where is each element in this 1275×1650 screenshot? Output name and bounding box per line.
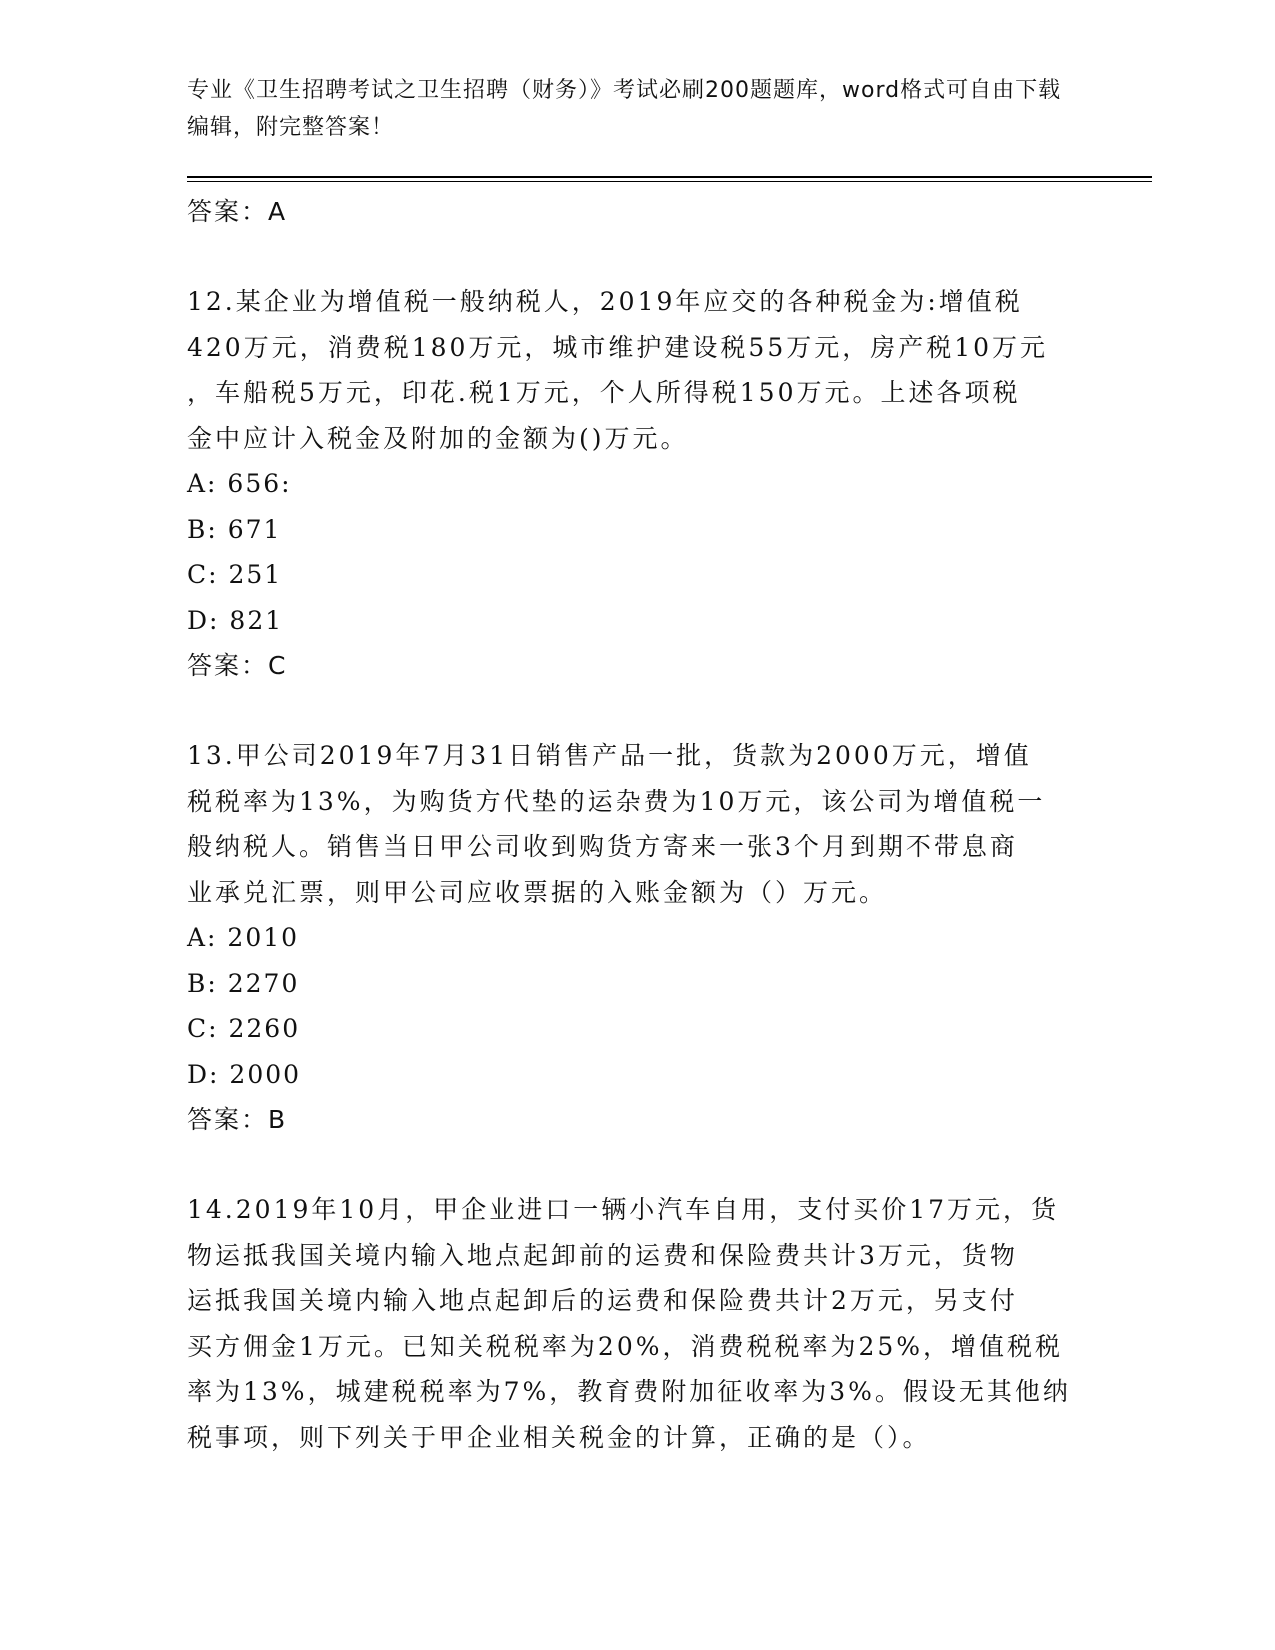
header-rule-thick bbox=[187, 176, 1152, 178]
stem-line: 税税率为13%，为购货方代垫的运杂费为10万元，该公司为增值税一 bbox=[187, 786, 1046, 816]
header-rule-thin bbox=[187, 181, 1152, 182]
stem-line: 业承兑汇票，则甲公司应收票据的入账金额为（）万元。 bbox=[187, 877, 888, 907]
previous-answer: 答案：A bbox=[187, 197, 288, 226]
stem-line: 买方佣金1万元。已知关税税率为20%，消费税税率为25%，增值税税 bbox=[187, 1331, 1064, 1361]
option-a: A: 2010 bbox=[187, 923, 300, 952]
header-text: 专业《卫生招聘考试之卫生招聘（财务）》考试必刷200题题库，word格式可自由下载编辑，附完整答案！ bbox=[187, 78, 1062, 140]
stem-line: ，车船税5万元，印花.税1万元，个人所得税150万元。上述各项税 bbox=[187, 378, 1021, 407]
answer: 答案：C bbox=[187, 651, 288, 680]
stem-line: 般纳税人。销售当日甲公司收到购货方寄来一张3个月到期不带息商 bbox=[187, 832, 1018, 861]
stem-line: 率为13%，城建税税率为7%，教育费附加征收率为3%。假设无其他纳 bbox=[187, 1377, 1071, 1406]
question-stem bbox=[187, 733, 1087, 915]
document-body bbox=[187, 189, 1087, 1460]
stem-line: 13.甲公司2019年7月31日销售产品一批，货款为2000万元，增值 bbox=[187, 741, 1032, 770]
stem-line: 运抵我国关境内输入地点起卸后的运费和保险费共计2万元，另支付 bbox=[187, 1286, 1018, 1315]
stem-line: 税事项，则下列关于甲企业相关税金的计算，正确的是（）。 bbox=[187, 1422, 931, 1452]
page-header bbox=[187, 72, 1067, 146]
option-d: D: 2000 bbox=[187, 1059, 302, 1089]
stem-line: 金中应计入税金及附加的金额为()万元。 bbox=[187, 423, 689, 453]
option-b: B: 2270 bbox=[187, 968, 300, 998]
answer: 答案：B bbox=[187, 1105, 288, 1134]
option-c: C: 251 bbox=[187, 560, 283, 589]
question-12 bbox=[187, 279, 1087, 688]
question-stem bbox=[187, 279, 1087, 461]
option-d: D: 821 bbox=[187, 605, 284, 635]
question-stem bbox=[187, 1187, 1087, 1460]
stem-line: 12.某企业为增值税一般纳税人，2019年应交的各种税金为:增值税 bbox=[187, 287, 1023, 316]
question-13 bbox=[187, 733, 1087, 1142]
stem-line: 物运抵我国关境内输入地点起卸前的运费和保险费共计3万元，货物 bbox=[187, 1240, 1018, 1270]
question-14 bbox=[187, 1187, 1087, 1460]
option-a: A: 656: bbox=[187, 469, 292, 498]
option-b: B: 671 bbox=[187, 514, 282, 544]
stem-line: 14.2019年10月，甲企业进口一辆小汽车自用，支付买价17万元，货 bbox=[187, 1195, 1060, 1224]
option-c: C: 2260 bbox=[187, 1014, 301, 1043]
stem-line: 420万元，消费税180万元，城市维护建设税55万元，房产税10万元 bbox=[187, 332, 1049, 362]
